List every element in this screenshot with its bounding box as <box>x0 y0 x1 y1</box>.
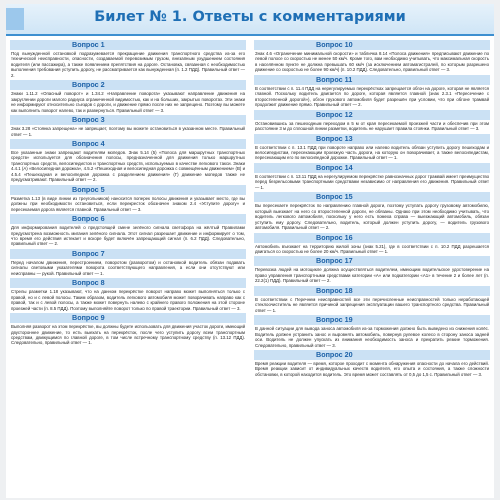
question-heading: Вопрос 19 <box>254 315 490 325</box>
question-block <box>10 115 246 137</box>
question-heading: Вопрос 8 <box>10 278 246 288</box>
question-heading: Вопрос 17 <box>254 256 490 266</box>
question-block <box>254 134 490 161</box>
answer-text: Стрелы разметки 1.18 указывают, что на данном перекрёстке поворот направо может выполняться только с правой, но и с левой полосы. Таким образом, водитель легкового автомобиля может поворачивать направо как с правой, так и с левой полосы, а также может повернуть налево с крайнего правого положения на этой стороне проезжей части (п. 8.5 ПДД). Поэтому выполняйте поворот только по правой траектории. Правильный ответ — 3. <box>11 289 245 311</box>
page-title: Билет № 1. Ответы с комментариями <box>94 9 406 25</box>
question-heading: Вопрос 14 <box>254 163 490 173</box>
question-block <box>254 163 490 190</box>
question-block <box>10 249 246 276</box>
left-column <box>10 40 246 348</box>
question-heading: Вопрос 10 <box>254 40 490 50</box>
question-block <box>254 350 490 377</box>
answer-text: Вы пересекаете перекрёсток по направлению главной дороги, поэтому уступать дорогу грузовому автомобилю, который выезжает на него со второстепенной дороги, не обязаны. Однако при этом необходимо учитывать, что водитель легкового автомобиля, поскольку у него есть помеха справа — выезжающий автомобиль, обязан уступить ему дорогу. Следовательно, водитель, который должен уступить дорогу, — водитель грузового автомобиля. Правильный ответ — 2. <box>255 203 489 231</box>
question-block <box>10 80 246 113</box>
question-heading: Вопрос 6 <box>10 214 246 224</box>
question-block <box>254 256 490 283</box>
question-block <box>254 315 490 348</box>
question-block <box>10 278 246 311</box>
question-heading: Вопрос 15 <box>254 192 490 202</box>
question-heading: Вопрос 1 <box>10 40 246 50</box>
answer-text: Остановившись за пешеходным переходом в 5 м от края пересекаемой проезжей части и обеспечив при этом расстояние 3 м до сплошной линии разметки, водитель не нарушает правила стоянки. Правильный ответ — 3. <box>255 120 489 132</box>
answer-text: В соответствии с п. 11.4 ПДД на нерегулируемых перекрёстках запрещается обгон на дороге, которая не является главной. Поскольку водитель двигается по дороге, которая является главной (знак 2.3.1 «Пересечение с второстепенной дорогой»), обгон грузового автомобиля будет разрешён при условии, что при обгоне трамвай продолжит движение прямо. Правильный ответ — 2. <box>255 85 489 108</box>
answer-text: В соответствии с п. 13.11 ПДД на нерегулируемом перекрёстке равнозначных дорог трамвай имеет преимущество перед безрельсовыми транспортными средствами независимо от направления его движения. Правильный ответ — 1. <box>255 173 489 190</box>
question-heading: Вопрос 2 <box>10 80 246 90</box>
question-heading: Вопрос 4 <box>10 139 246 149</box>
answer-text: Знак 3.28 «Стоянка запрещена» не запрещает, поэтому вы можете остановиться в указанном месте. Правильный ответ — 1. <box>11 126 245 137</box>
question-heading: Вопрос 13 <box>254 134 490 144</box>
question-heading: Вопрос 12 <box>254 110 490 120</box>
question-heading: Вопрос 5 <box>10 185 246 195</box>
question-heading: Вопрос 11 <box>254 75 490 85</box>
answer-text: Знак 4.6 «Ограничение минимальной скорости» и табличка 8.14 «Полоса движения» предписывают движение по левой полосе со скоростью не менее 50 км/ч. Кроме того, вам необходимо учитывать, что максимальная скорость в населённом пункте не должна превышать 60 км/ч (за исключением автомагистралей, по которым разрешено движение со скоростью не более 90 км/ч) (п. 10.2 ПДД). Следовательно, правильный ответ — 3. <box>255 51 489 73</box>
question-block <box>10 185 246 212</box>
question-heading: Вопрос 9 <box>10 313 246 323</box>
question-heading: Вопрос 20 <box>254 350 490 360</box>
answer-text: Для информирования водителей о предстоящей смене зелёного сигнала светофора на жёлтый Правилами предусмотрена возможность мигания зелёного сигнала. Этот сигнал разрешает движение и информирует о том, что время его действия истекает и вскоре будет включён запрещающий сигнал (п. 6.2 ПДД). Следовательно, правильный ответ — 2. <box>11 225 245 247</box>
right-column <box>254 40 490 379</box>
answer-text: Разметка 1.13 (в виде линии из треугольников) наносится поперек полосы движения и указывает место, где вы должны при необходимости остановиться, если перекресток обозначен знаком 2.4 «Уступите дорогу» и пересекаемая дорога является главной. Правильный ответ — 3. <box>11 195 245 212</box>
answer-text: Все указанные знаки запрещают водителям мопедов. Знак 5.14 (5) «Полоса для маршрутных транспортных средств» используется для обозначения полосы, предназначенной для движения только маршрутных транспортных средств, велосипедистов и транспортных средств, используемых в качестве легкового такси. Знаки 4.4.1 (А) «Велосипедная дорожка», 4.5.2 «Пешеходная и велосипедная дорожка с совмещённым движением» (В) и 4.5.4 «Пешеходная и велосипедная дорожка с разделением движения» (Г) движение мопедов также не предусматривают. Правильный ответ — 2. <box>11 149 245 183</box>
answer-text: Перед началом движения, перестроением, поворотом (разворотом) и остановкой водитель обязан подавать сигналы световыми указателями поворота соответствующего направления, а если они отсутствуют или неисправны — рукой. Правильный ответ — 1. <box>11 259 245 276</box>
answer-text: Перевозка людей на мотоцикле должна осуществляться водителем, имеющим водительское удостоверение на право управления транспортными средствами категории «А» или подкатегории «А1» в течение 2 и более лет (п. 22.2(1) ПДД). Правильный ответ — 2. <box>255 267 489 284</box>
question-block <box>254 110 490 132</box>
answer-text: Выполняя разворот на этом перекрёстке, вы должны будете использовать для движения участок дороги, имеющий двустороннее движение, то есть выехать на перекрёсток, после чего уступить дорогу всем транспортным средствам, движущимся по главной дороге, в том числе встречному транспортному средству (п. 13.12 ПДД). Следовательно, правильный ответ — 1. <box>11 324 245 346</box>
question-heading: Вопрос 16 <box>254 233 490 243</box>
question-block <box>10 139 246 183</box>
answer-text: В соответствии с п. 13.1 ПДД при повороте направо или налево водитель обязан уступить дорогу пешеходам и велосипедистам, пересекающим проезжую часть дороги, на которую он поворачивает, а также велосипедистам, пересекающим его по велосипедной дорожке. Правильный ответ — 1. <box>255 144 489 161</box>
page <box>6 4 494 498</box>
question-block <box>254 286 490 313</box>
question-block <box>254 192 490 230</box>
answer-text: В соответствии с Перечнем неисправностей все эти перечисленные неисправностей только неработающей стеклоочиститель не является причиной запрещения эксплуатации вашего транспортного средства. Правильный ответ — 1. <box>255 296 489 313</box>
question-block <box>254 75 490 108</box>
question-block <box>254 40 490 73</box>
answer-text: Под вынужденной остановкой подразумевается прекращение движения транспортного средства из-за его технической неисправности, опасности, создаваемой перевозимым грузом, внезапным ухудшением состояния водителя (или пассажира), а также появлением препятствия на дороге. Остановка, связанная с необходимостью выполнения требования уступить дорогу, не рассматривается как вынужденная (п. 1.2 ПДД). Правильный ответ — 2. <box>11 51 245 78</box>
question-block <box>10 313 246 346</box>
question-heading: Вопрос 18 <box>254 286 490 296</box>
answer-text: В данной ситуации для вывода заноса автомобиля из-за торможения должно быть выведено из снижения колёс. Водитель должен устранить занос и выровнять автомобиль, повернув рулевое колесо в сторону заноса задней оси. Водитель не должен упускать из внимания необходимость заноса и прекратить резкие торможения. Следовательно, правильный ответ — 3. <box>255 326 489 348</box>
question-block <box>10 40 246 78</box>
question-block <box>254 233 490 255</box>
question-heading: Вопрос 7 <box>10 249 246 259</box>
title-banner <box>6 4 494 36</box>
question-heading: Вопрос 3 <box>10 115 246 125</box>
answer-text: Знаки 1.11.2 «Опасный поворот» и 1.34.2 «Направление поворота» указывают направление движения на закруглении дороги малого радиуса ограниченной видимостью, как и на больших, закрытых поворотах. Эти знаки не информируют относительно съездов с дороги, и движение прямо после них не запрещено. Поэтому вы можете как выполнить поворот налево, так и развернуться. Правильный ответ — 3. <box>11 91 245 113</box>
question-block <box>10 214 246 247</box>
answer-text: Время реакции водителя — время, которое проходит с момента обнаружения опасности до начала его действий. Время реакции зависит от индивидуальных качеств водителя, его опыта и состояния, а также сложности обстановки, в которой находится водитель. Это время может составлять от 0,5 до 1,5 с. Правильный ответ — 3. <box>255 360 489 377</box>
answer-text: Автомобиль въезжает на территорию жилой зоны (знак 5.21), где в соответствии с п. 10.2 ПДД разрешается двигаться со скоростью не более 20 км/ч. Правильный ответ — 1. <box>255 243 489 254</box>
